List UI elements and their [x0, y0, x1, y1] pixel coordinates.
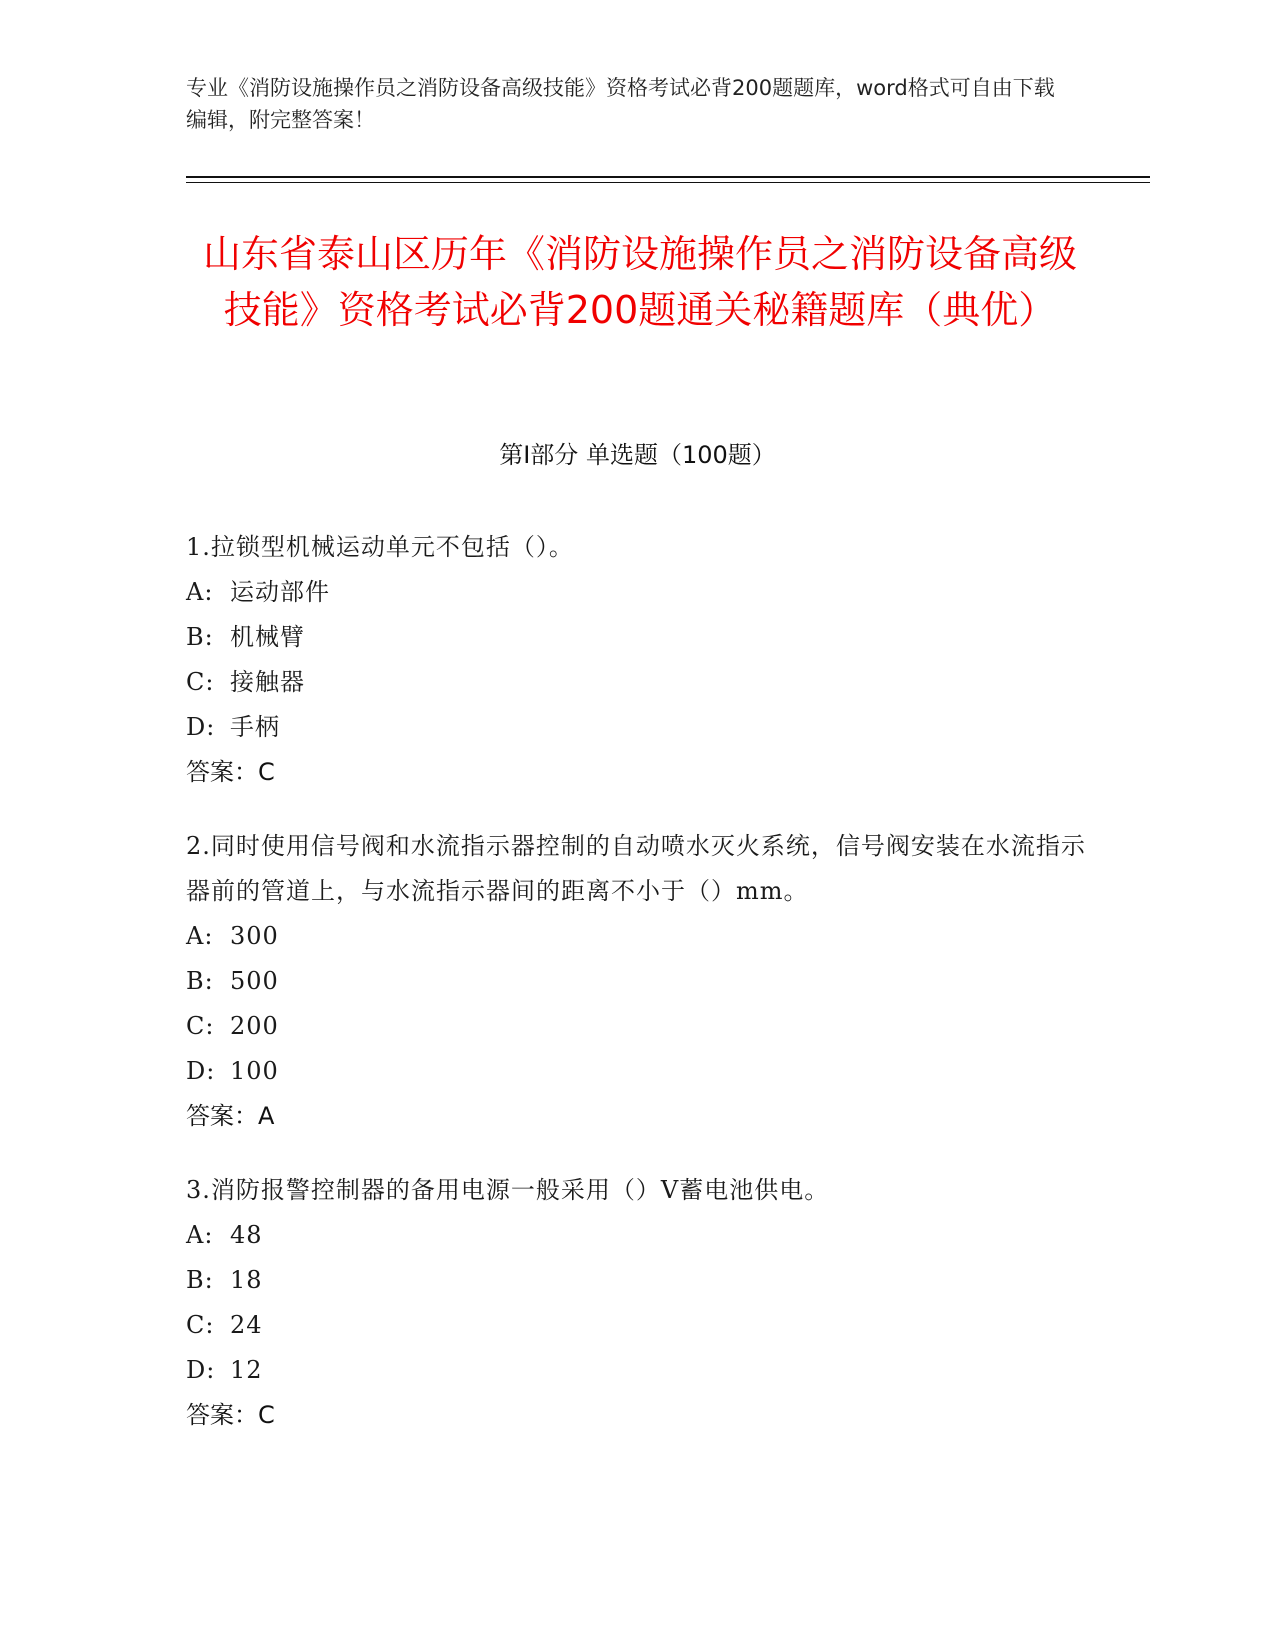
option-text: 18	[230, 1266, 263, 1294]
option-b	[186, 615, 1086, 660]
option-d	[186, 705, 1086, 750]
option-text: 运动部件	[230, 578, 330, 606]
option-letter: D:	[186, 713, 216, 741]
question-2	[186, 824, 1086, 1139]
question-1	[186, 525, 1086, 795]
option-text: 500	[230, 967, 279, 995]
option-text: 24	[230, 1311, 263, 1339]
header-divider-thin	[186, 182, 1150, 183]
option-letter: C:	[186, 1012, 215, 1040]
question-stem: 2.同时使用信号阀和水流指示器控制的自动喷水灭火系统，信号阀安装在水流指示器前的管道上，与水流指示器间的距离不小于（）mm。	[186, 832, 1086, 905]
option-letter: A:	[186, 1221, 214, 1249]
option-c	[186, 1303, 1086, 1348]
option-text: 手柄	[230, 713, 280, 741]
option-a	[186, 1213, 1086, 1258]
option-letter: B:	[186, 623, 214, 651]
option-text: 300	[230, 922, 279, 950]
header-note: 专业《消防设施操作员之消防设备高级技能》资格考试必背200题题库，word格式可自由下载编辑，附完整答案！	[186, 76, 1055, 132]
document-title: 山东省泰山区历年《消防设施操作员之消防设备高级技能》资格考试必背200题通关秘籍题库（典优）	[202, 232, 1077, 332]
answer-line: 答案：C	[186, 1401, 275, 1429]
option-text: 100	[230, 1057, 279, 1085]
option-text: 200	[230, 1012, 279, 1040]
option-text: 12	[230, 1356, 263, 1384]
question-stem: 3.消防报警控制器的备用电源一般采用（）V蓄电池供电。	[186, 1176, 830, 1204]
option-a	[186, 914, 1086, 959]
option-c	[186, 660, 1086, 705]
answer-line: 答案：A	[186, 1102, 275, 1130]
option-c	[186, 1004, 1086, 1049]
option-letter: B:	[186, 967, 214, 995]
answer-line: 答案：C	[186, 758, 275, 786]
option-d	[186, 1348, 1086, 1393]
option-text: 接触器	[230, 668, 305, 696]
option-letter: C:	[186, 1311, 215, 1339]
option-b	[186, 959, 1086, 1004]
option-letter: A:	[186, 578, 214, 606]
option-b	[186, 1258, 1086, 1303]
option-d	[186, 1049, 1086, 1094]
section-heading: 第Ⅰ部分 单选题（100题）	[499, 441, 776, 469]
option-letter: A:	[186, 922, 214, 950]
option-letter: B:	[186, 1266, 214, 1294]
option-text: 48	[230, 1221, 263, 1249]
question-list	[186, 525, 1086, 1467]
option-letter: D:	[186, 1057, 216, 1085]
question-stem: 1.拉锁型机械运动单元不包括（）。	[186, 533, 574, 561]
option-a	[186, 570, 1086, 615]
option-letter: D:	[186, 1356, 216, 1384]
question-3	[186, 1168, 1086, 1438]
option-letter: C:	[186, 668, 215, 696]
option-text: 机械臂	[230, 623, 305, 651]
header-divider-thick	[186, 176, 1150, 178]
